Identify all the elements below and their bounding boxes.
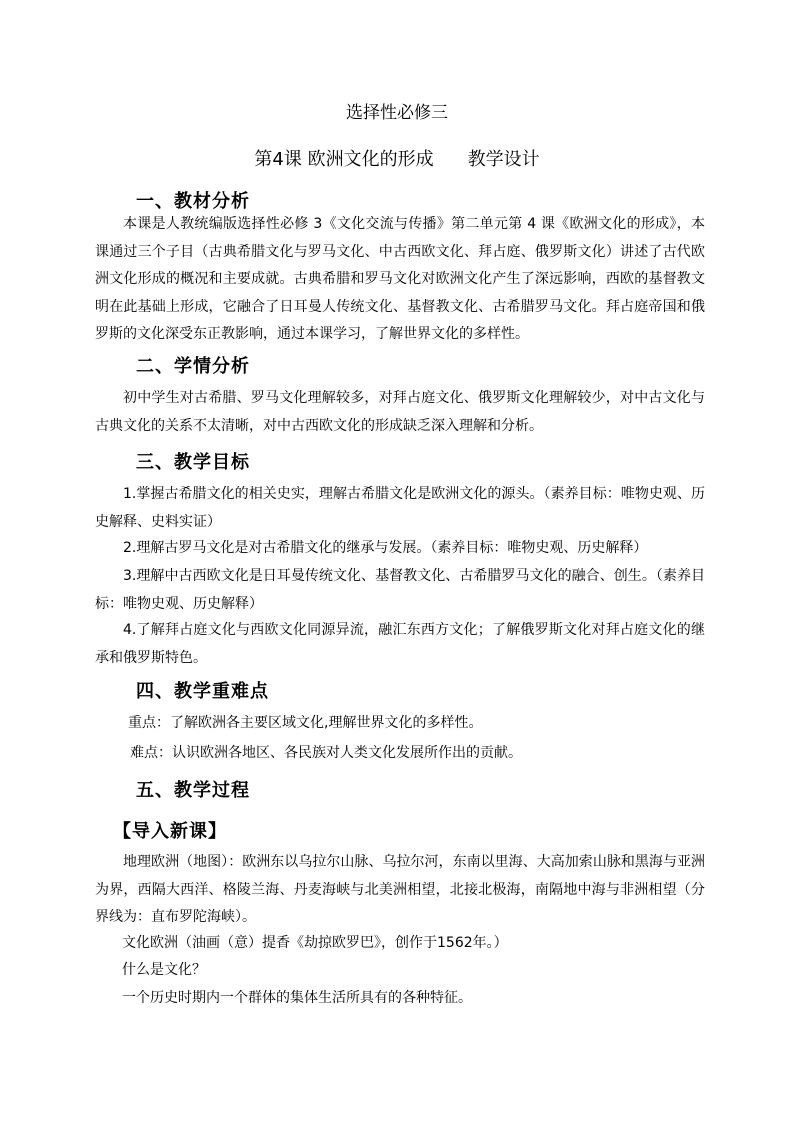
answer-line: 一个历史时期内一个群体的集体生活所具有的各种特征。 bbox=[122, 990, 472, 1006]
key-point: 重点：了解欧洲各主要区域文化,理解世界文化的多样性。 bbox=[128, 715, 483, 731]
geo-europe-paragraph: 地理欧洲（地图）：欧洲东以乌拉尔山脉、乌拉尔河，东南以里海、大高加索山脉和黑海与亚洲为界，西隔大西洋、格陵兰海、丹麦海峡与北美洲相望，北接北极海，南隔地中海与非洲相望（分界线为：直布罗陀海峡）。 bbox=[95, 854, 705, 925]
section-heading-key-difficult-points: 四、教学重难点 bbox=[136, 681, 269, 702]
section-heading-textbook-analysis: 一、教材分析 bbox=[136, 191, 250, 212]
objective-item-4: 4.了解拜占庭文化与西欧文化同源异流，融汇东西方文化；了解俄罗斯文化对拜占庭文化的继承和俄罗斯特色。 bbox=[95, 622, 705, 666]
objective-item-2: 2.理解古罗马文化是对古希腊文化的继承与发展。（素养目标：唯物史观、历史解释） bbox=[123, 540, 648, 556]
section-heading-learner-analysis: 二、学情分析 bbox=[136, 356, 250, 377]
subheading-introduction: 【导入新课】 bbox=[113, 821, 227, 842]
objective-item-3: 3.理解中古西欧文化是日耳曼传统文化、基督教文化、古希腊罗马文化的融合、创生。（素养目标：唯物史观、历史解释） bbox=[95, 568, 705, 612]
question-line: 什么是文化？ bbox=[122, 962, 206, 978]
section-heading-teaching-objectives: 三、教学目标 bbox=[136, 452, 250, 473]
learner-analysis-paragraph: 初中学生对古希腊、罗马文化理解较多，对拜占庭文化、俄罗斯文化理解较少，对中古文化与古典文化的关系不太清晰，对中古西欧文化的形成缺乏深入理解和分析。 bbox=[95, 390, 705, 434]
culture-europe-line: 文化欧洲（油画（意）提香《劫掠欧罗巴》，创作于1562年。） bbox=[122, 935, 508, 951]
difficult-point: 难点：认识欧洲各地区、各民族对人类文化发展所作出的贡献。 bbox=[130, 745, 522, 761]
lesson-name: 第4课 欧洲文化的形成 bbox=[254, 149, 434, 170]
objective-item-1: 1.掌握古希腊文化的相关史实，理解古希腊文化是欧洲文化的源头。（素养目标：唯物史观、历史解释、史料实证） bbox=[95, 486, 705, 530]
lesson-title bbox=[0, 145, 794, 171]
course-title: 选择性必修三 bbox=[346, 103, 448, 123]
textbook-analysis-paragraph: 本课是人教统编版选择性必修 3《文化交流与传播》第二单元第 4 课《欧洲文化的形成》，本课通过三个子目（古典希腊文化与罗马文化、中古西欧文化、拜占庭、俄罗斯文化）讲述了古代欧洲文化形成的概况和主要成就。古典希腊和罗马文化对欧洲文化产生了深远影响，西欧的基督教文明在此基础上形成，它融合了日耳曼人传统文化、基督教文化、古希腊罗马文化。拜占庭帝国和俄罗斯的文化深受东正教影响，通过本课学习，了解世界文化的多样性。 bbox=[95, 216, 705, 342]
section-heading-teaching-process: 五、教学过程 bbox=[136, 780, 250, 801]
lesson-design-label: 教学设计 bbox=[467, 149, 540, 170]
